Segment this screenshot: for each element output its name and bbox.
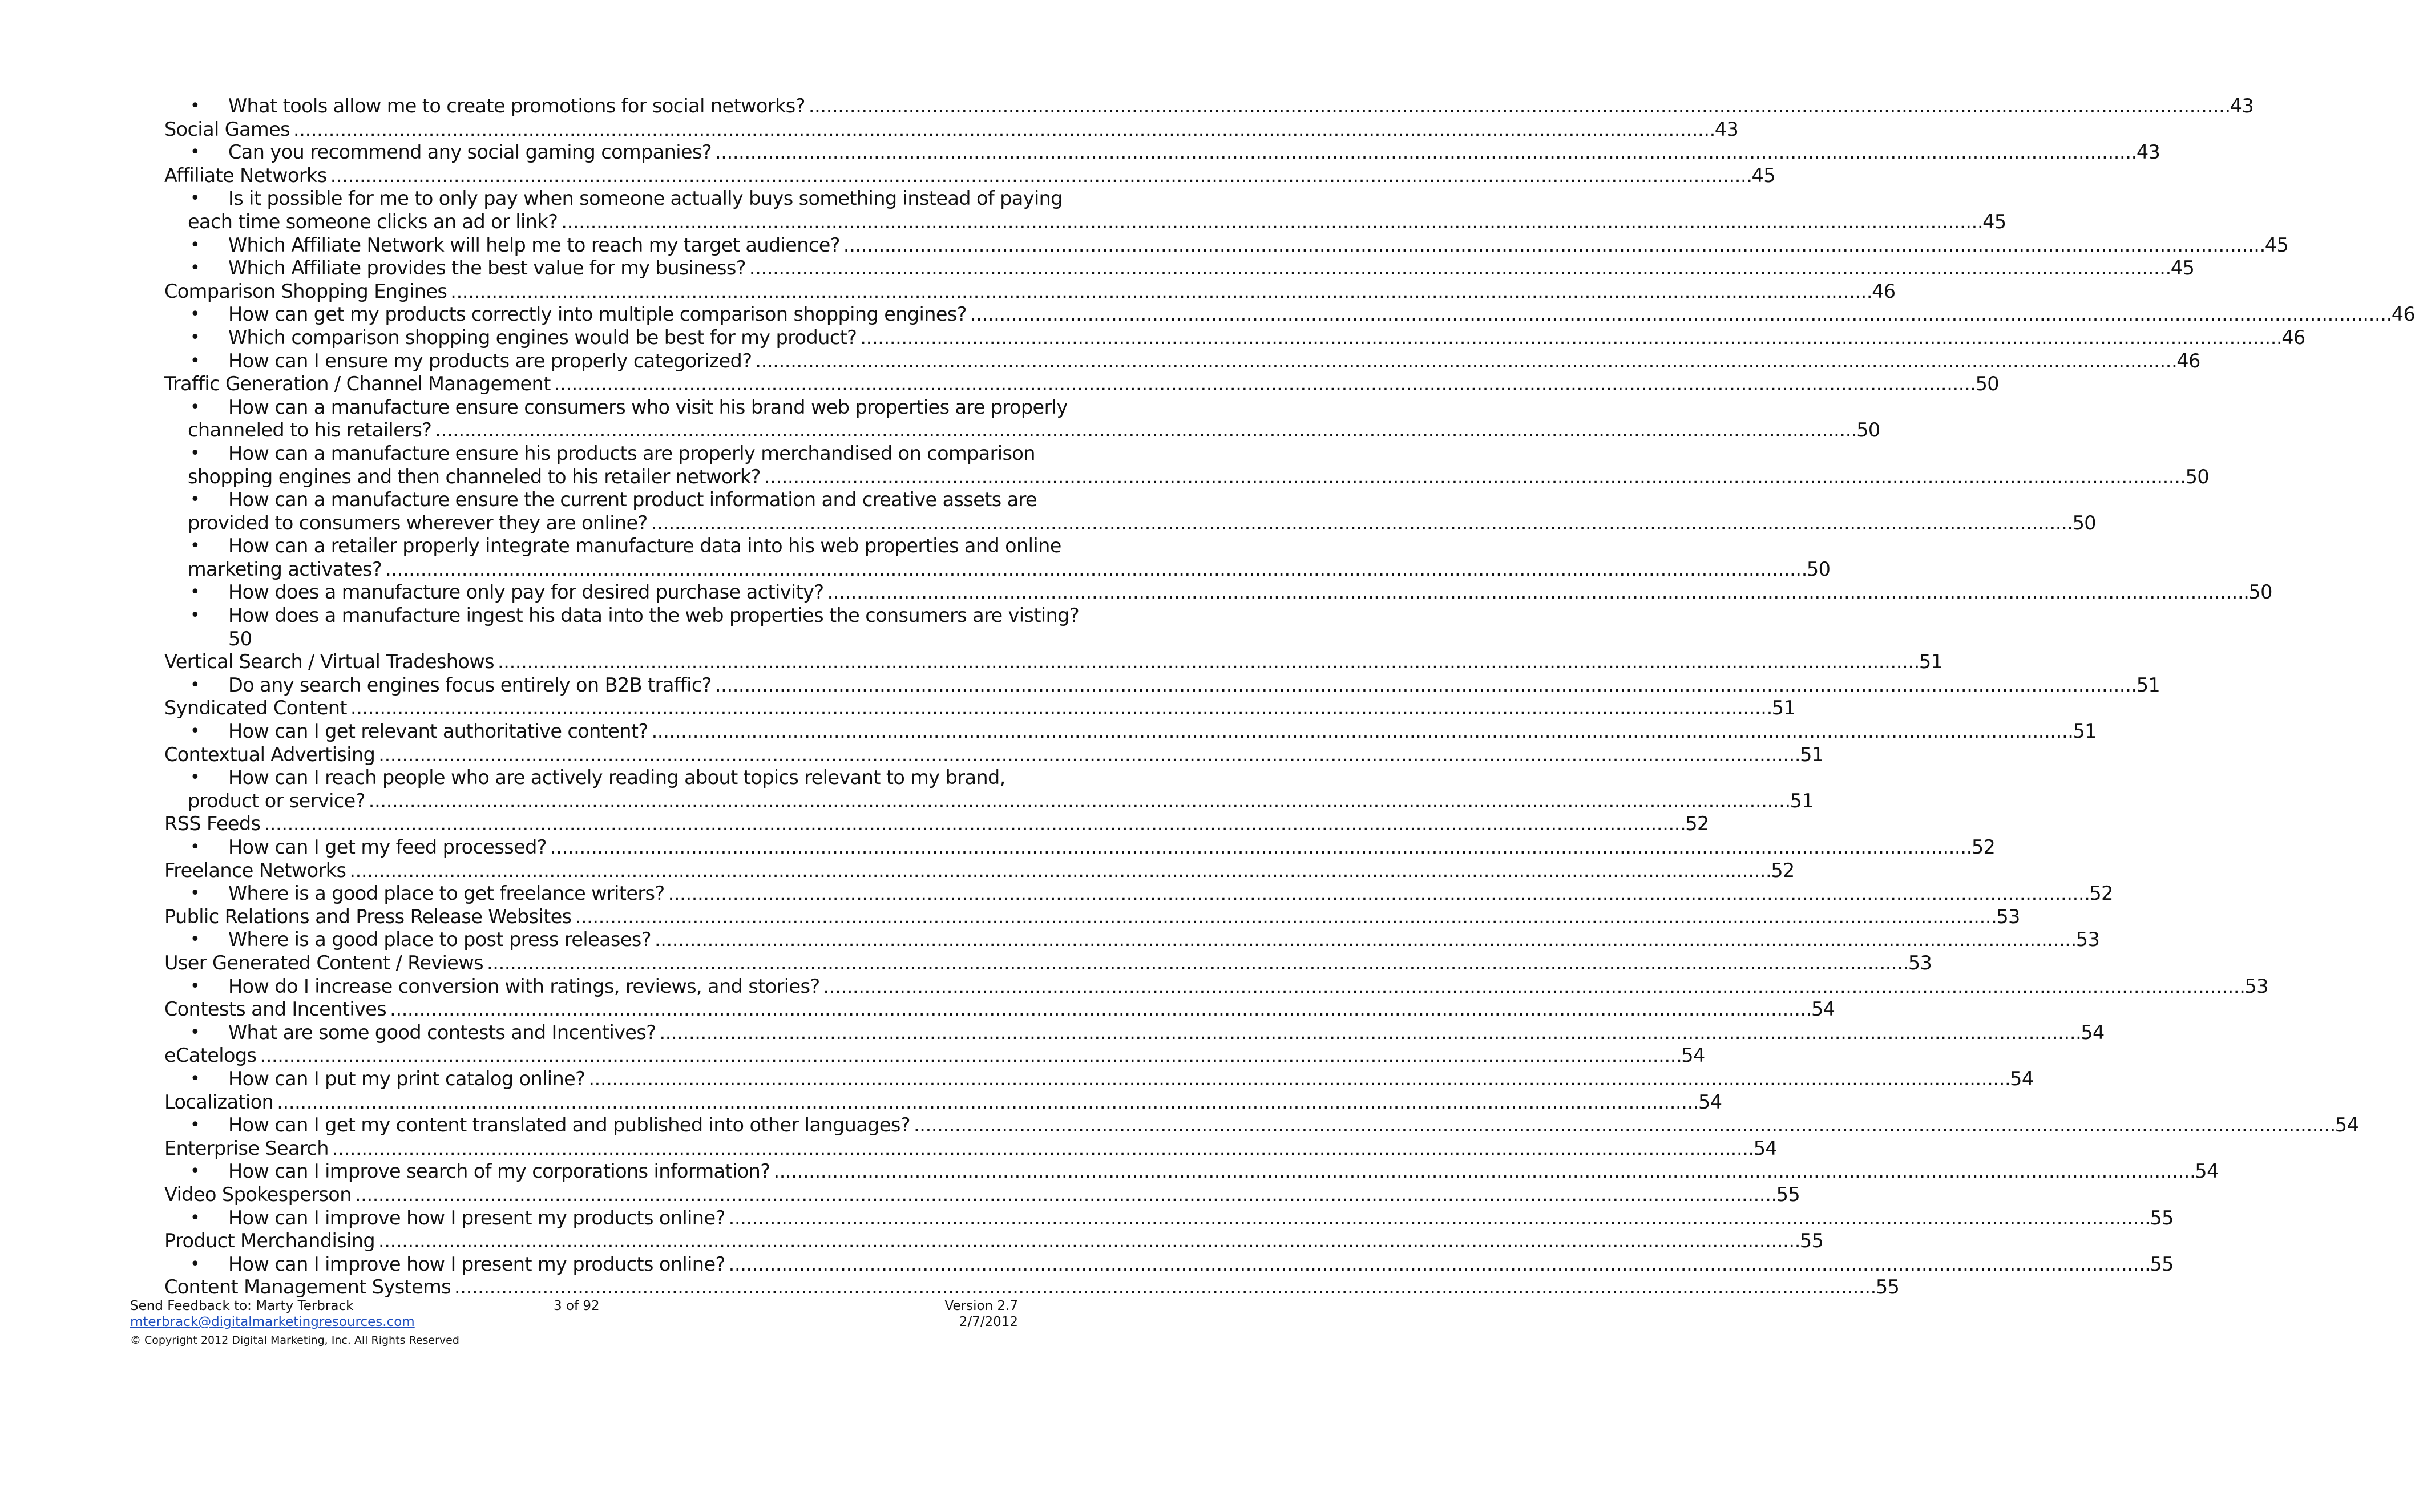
toc-entry-text: How can a manufacture ensure his products are properly merchandised on comparison: [228, 442, 1035, 464]
toc-page-number: 53: [1996, 905, 2020, 928]
toc-page-number: 55: [1776, 1183, 1800, 1206]
toc-page-number: 46: [2176, 349, 2200, 372]
toc-subentry[interactable]: [164, 1206, 2174, 1230]
dot-leader: [454, 1276, 1873, 1299]
toc-page-number: 52: [2089, 882, 2113, 905]
toc-page-number: 45: [2264, 233, 2289, 256]
toc-subentry[interactable]: [164, 720, 2097, 743]
toc-entry-text: How can a retailer properly integrate manufacture data into his web properties and online: [228, 535, 1061, 557]
dot-leader: [349, 859, 1768, 883]
toc-subentry[interactable]: [164, 928, 2100, 952]
dot-leader: [655, 928, 2074, 952]
dot-leader: [715, 141, 2134, 164]
bullet-icon: •: [190, 443, 200, 463]
toc-page-number: 46: [2391, 303, 2415, 326]
toc-section-heading[interactable]: [164, 998, 1835, 1021]
toc-page-number: 50: [228, 627, 252, 650]
toc-page-number: 50: [1975, 373, 1999, 395]
toc-page-number: 50: [2072, 511, 2097, 534]
toc-page-number: 54: [1753, 1137, 1778, 1159]
toc-subentry[interactable]: [164, 187, 2006, 233]
dot-leader: [385, 558, 1804, 581]
toc-entry-text: How can I get relevant authoritative content?: [228, 720, 648, 743]
toc-entry-text: Which Affiliate Network will help me to reach my target audience?: [228, 233, 840, 256]
bullet-icon: •: [190, 582, 200, 603]
dot-leader: [487, 952, 1906, 975]
toc-section-heading[interactable]: [164, 1183, 1800, 1207]
toc-entry-text: Is it possible for me to only pay when someone actually buys something instead of paying: [228, 187, 1063, 210]
toc-entry-text: Public Relations and Press Release Websites: [164, 905, 572, 928]
toc-entry-text: Which Affiliate provides the best value for my business?: [228, 257, 746, 280]
toc-page-number: 54: [2195, 1160, 2219, 1183]
toc-page-number: 52: [1685, 812, 1709, 835]
toc-entry-text: How can I improve how I present my products online?: [228, 1206, 725, 1229]
toc-page-number: 54: [1698, 1090, 1722, 1113]
toc-entry-text: How can I improve how I present my products online?: [228, 1252, 725, 1275]
toc-page-number: 51: [1790, 789, 1814, 812]
toc-section-heading[interactable]: [164, 905, 2020, 929]
dot-leader: [659, 1021, 2078, 1045]
toc-entry-text: channeled to his retailers?: [188, 419, 432, 442]
toc-section-heading[interactable]: [164, 118, 1739, 142]
dot-leader: [749, 257, 2168, 280]
toc-page-number: 51: [1800, 743, 1824, 766]
toc-section-heading[interactable]: [164, 697, 1796, 720]
toc-subentry[interactable]: [164, 442, 2210, 488]
toc-entry-text: What tools allow me to create promotions for social networks?: [228, 95, 805, 117]
toc-entry-text: each time someone clicks an ad or link?: [188, 210, 558, 233]
bullet-icon: •: [190, 350, 200, 371]
toc-entry-text: eCatelogs: [164, 1044, 257, 1067]
dot-leader: [729, 1207, 2148, 1230]
page-indicator: 3 of 92: [554, 1299, 600, 1313]
bullet-icon: •: [190, 536, 200, 556]
toc-entry-text: How can I get my feed processed?: [228, 836, 547, 858]
toc-page-number: 54: [2335, 1114, 2359, 1137]
toc-subentry[interactable]: [164, 581, 2272, 604]
toc-subentry[interactable]: [164, 673, 2160, 697]
toc-page-number: 43: [2136, 141, 2160, 164]
dot-leader: [970, 303, 2389, 326]
toc-page-number: 50: [2185, 465, 2210, 488]
toc-entry-text: Do any search engines focus entirely on B2B traffic?: [228, 673, 712, 696]
bullet-icon: •: [190, 976, 200, 996]
toc-entry-text: Can you recommend any social gaming companies?: [228, 141, 712, 164]
toc-entry-text: How do I increase conversion with ratings, reviews, and stories?: [228, 975, 820, 997]
toc-page-number: 55: [1875, 1276, 1900, 1299]
dot-leader: [378, 743, 1798, 767]
toc-entry-text: Social Games: [164, 118, 290, 140]
bullet-icon: •: [190, 605, 200, 626]
bullet-icon: •: [190, 304, 200, 325]
toc-page-number: 43: [2230, 95, 2254, 117]
toc-page-number: 53: [1908, 951, 1932, 974]
toc-entry-text: Contextual Advertising: [164, 743, 375, 766]
dot-leader: [651, 512, 2070, 535]
toc-entry-text: How does a manufacture only pay for desired purchase activity?: [228, 581, 824, 604]
toc-entry-text: What are some good contests and Incentives?: [228, 1021, 656, 1044]
toc-entry-text: How can a manufacture ensure the current product information and creative assets are: [228, 488, 1037, 511]
dot-leader: [561, 211, 1980, 234]
toc-entry-text: Content Management Systems: [164, 1276, 451, 1299]
dot-leader: [435, 419, 1854, 442]
toc-subentry[interactable]: [164, 141, 2160, 164]
dot-leader: [827, 581, 2247, 604]
toc-entry-text: shopping engines and then channeled to his retailer network?: [188, 465, 761, 488]
toc-section-heading[interactable]: [164, 812, 1709, 836]
toc-page-number: 45: [2170, 257, 2195, 280]
bullet-icon: •: [190, 1254, 200, 1274]
feedback-email-link[interactable]: mterbrack@digitalmarketingresources.com: [130, 1315, 415, 1329]
bullet-icon: •: [190, 188, 200, 209]
dot-leader: [293, 118, 1713, 142]
toc-subentry[interactable]: [164, 395, 1880, 442]
toc-section-heading[interactable]: [164, 280, 1896, 304]
toc-entry-text: Traffic Generation / Channel Management: [164, 373, 551, 395]
toc-subentry[interactable]: [164, 1160, 2219, 1183]
toc-subentry[interactable]: [164, 303, 2415, 326]
dot-leader: [498, 650, 1917, 674]
dot-leader: [350, 697, 1770, 720]
toc-page-number: 50: [1856, 419, 1880, 442]
toc-subentry[interactable]: [164, 1252, 2174, 1276]
bullet-icon: •: [190, 929, 200, 950]
toc-entry-text: Where is a good place to get freelance writers?: [228, 882, 665, 905]
bullet-icon: •: [190, 721, 200, 742]
dot-leader: [773, 1160, 2192, 1183]
toc-section-heading[interactable]: [164, 951, 1932, 975]
toc-subentry[interactable]: [164, 604, 1080, 650]
toc-section-heading[interactable]: [164, 1276, 1900, 1299]
toc-page-number: 53: [2244, 975, 2268, 997]
toc-page-number: 51: [2136, 673, 2160, 696]
toc-entry-text: Where is a good place to post press releases?: [228, 928, 651, 951]
toc-subentry[interactable]: [164, 766, 1814, 812]
bullet-icon: •: [190, 1115, 200, 1135]
table-of-contents: [164, 95, 2415, 1299]
toc-subentry[interactable]: [164, 882, 2113, 905]
toc-entry-text: Syndicated Content: [164, 697, 347, 719]
toc-section-heading[interactable]: [164, 1230, 1824, 1253]
toc-section-heading[interactable]: [164, 164, 1775, 188]
dot-leader: [277, 1091, 1696, 1114]
toc-section-heading[interactable]: [164, 1090, 1722, 1114]
copyright-notice: © Copyright 2012 Digital Marketing, Inc. All Rights Reserved: [130, 1334, 459, 1347]
dot-leader: [330, 164, 1750, 188]
dot-leader: [809, 95, 2228, 118]
dot-leader: [843, 234, 2263, 257]
toc-entry-text: How can I reach people who are actively reading about topics relevant to my brand,: [228, 766, 1005, 789]
toc-entry-text: marketing activates?: [188, 557, 382, 580]
toc-subentry[interactable]: [164, 1067, 2034, 1091]
toc-subentry[interactable]: [164, 975, 2268, 998]
toc-entry-text: How can I put my print catalog online?: [228, 1067, 585, 1090]
dot-leader: [914, 1114, 2333, 1137]
toc-page-number: 46: [2281, 326, 2305, 349]
toc-page-number: 52: [1971, 836, 1996, 858]
page-footer: [130, 1298, 1018, 1367]
document-date: 2/7/2012: [959, 1315, 1018, 1329]
toc-page-number: 51: [1919, 650, 1943, 673]
dot-leader: [860, 326, 2279, 350]
toc-entry-text: Video Spokesperson: [164, 1183, 352, 1206]
toc-subentry[interactable]: [164, 535, 1831, 581]
toc-page-number: 45: [1751, 164, 1775, 187]
toc-page-number: 51: [2073, 720, 2097, 743]
toc-page-number: 54: [1811, 998, 1835, 1021]
feedback-label: Send Feedback to: Marty Terbrack: [130, 1299, 354, 1313]
toc-page-number: 54: [2010, 1067, 2034, 1090]
bullet-icon: •: [190, 767, 200, 788]
toc-page-number: 45: [1982, 210, 2006, 233]
bullet-icon: •: [190, 1207, 200, 1228]
version-label: Version 2.7: [944, 1299, 1018, 1313]
toc-entry-text: How can I improve search of my corporations information?: [228, 1160, 770, 1183]
toc-subentry[interactable]: [164, 488, 2097, 535]
toc-page-number: 52: [1771, 859, 1795, 882]
toc-entry-text: Contests and Incentives: [164, 998, 387, 1021]
dot-leader: [550, 836, 1969, 859]
toc-page-number: 50: [2248, 581, 2272, 604]
dot-leader: [652, 720, 2071, 743]
toc-entry-text: How can I ensure my products are properly categorized?: [228, 349, 752, 372]
toc-entry-text: Which comparison shopping engines would be best for my product?: [228, 326, 857, 349]
toc-page-number: 55: [1799, 1230, 1824, 1252]
dot-leader: [554, 373, 1973, 396]
dot-leader: [355, 1183, 1774, 1207]
toc-entry-text: Localization: [164, 1090, 274, 1113]
bullet-icon: •: [190, 96, 200, 116]
bullet-icon: •: [190, 490, 200, 510]
toc-subentry[interactable]: [164, 1114, 2359, 1137]
dot-leader: [369, 790, 1788, 813]
bullet-icon: •: [190, 674, 200, 695]
toc-entry-text: Vertical Search / Virtual Tradeshows: [164, 650, 494, 673]
toc-entry-text: Product Merchandising: [164, 1230, 375, 1252]
toc-section-heading[interactable]: [164, 1137, 1778, 1161]
toc-entry-text: How does a manufacture ingest his data into the web properties the consumers are visting?: [228, 604, 1080, 627]
dot-leader: [575, 905, 1994, 929]
dot-leader: [715, 674, 2134, 697]
toc-page-number: 55: [2150, 1252, 2174, 1275]
dot-leader: [823, 975, 2243, 998]
toc-subentry[interactable]: [164, 257, 2195, 280]
toc-entry-text: How can get my products correctly into multiple comparison shopping engines?: [228, 303, 967, 326]
toc-section-heading[interactable]: [164, 1044, 1705, 1068]
dot-leader: [588, 1068, 2008, 1091]
toc-entry-text: product or service?: [188, 789, 365, 812]
dot-leader: [729, 1253, 2148, 1276]
dot-leader: [332, 1137, 1751, 1161]
dot-leader: [450, 280, 1869, 304]
toc-entry-text: Affiliate Networks: [164, 164, 327, 187]
toc-entry-text: Enterprise Search: [164, 1137, 329, 1159]
toc-section-heading[interactable]: [164, 650, 1943, 674]
toc-subentry[interactable]: [164, 349, 2200, 373]
toc-entry-text: RSS Feeds: [164, 812, 261, 835]
bullet-icon: •: [190, 142, 200, 163]
toc-entry-text: Freelance Networks: [164, 859, 346, 882]
bullet-icon: •: [190, 1068, 200, 1089]
toc-section-heading[interactable]: [164, 743, 1824, 767]
bullet-icon: •: [190, 258, 200, 278]
toc-page-number: 46: [1872, 280, 1896, 302]
toc-page-number: 43: [1714, 118, 1739, 140]
dot-leader: [755, 350, 2174, 373]
bullet-icon: •: [190, 883, 200, 904]
bullet-icon: •: [190, 327, 200, 347]
toc-entry-text: provided to consumers wherever they are online?: [188, 511, 648, 534]
toc-entry-text: User Generated Content / Reviews: [164, 951, 483, 974]
bullet-icon: •: [190, 397, 200, 417]
dot-leader: [390, 998, 1809, 1021]
toc-entry-text: How can I get my content translated and published into other languages?: [228, 1114, 910, 1137]
toc-page-number: 55: [2150, 1206, 2174, 1229]
bullet-icon: •: [190, 235, 200, 255]
toc-page-number: 51: [1771, 697, 1796, 719]
dot-leader: [764, 466, 2183, 489]
toc-subentry[interactable]: [164, 95, 2254, 118]
toc-page-number: 54: [2081, 1021, 2105, 1044]
toc-page-number: 53: [2075, 928, 2100, 951]
toc-entry-text: How can a manufacture ensure consumers who visit his brand web properties are properly: [228, 395, 1068, 418]
dot-leader: [668, 882, 2087, 905]
bullet-icon: •: [190, 837, 200, 857]
toc-section-heading[interactable]: [164, 373, 1999, 396]
toc-page-number: 50: [1806, 557, 1831, 580]
bullet-icon: •: [190, 1022, 200, 1042]
toc-subentry[interactable]: [164, 233, 2289, 257]
toc-section-heading[interactable]: [164, 859, 1795, 883]
toc-page-number: 54: [1681, 1044, 1705, 1067]
toc-subentry[interactable]: [164, 1021, 2105, 1045]
dot-leader: [260, 1044, 1679, 1068]
bullet-icon: •: [190, 1161, 200, 1182]
dot-leader: [378, 1230, 1798, 1253]
toc-subentry[interactable]: [164, 836, 1996, 859]
toc-entry-text: Comparison Shopping Engines: [164, 280, 447, 302]
dot-leader: [264, 812, 1683, 836]
toc-subentry[interactable]: [164, 326, 2305, 350]
